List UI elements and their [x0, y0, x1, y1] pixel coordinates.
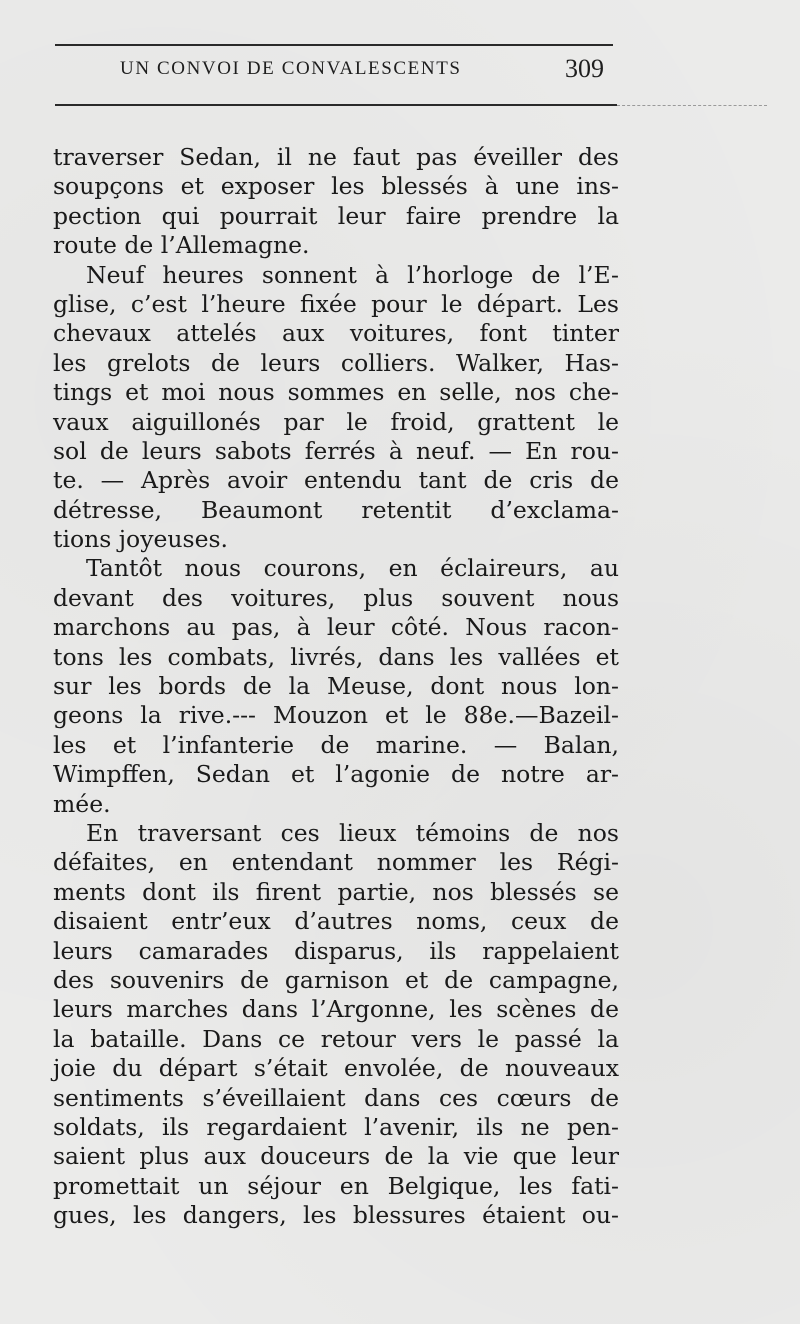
text-line: sur les bords de la Meuse, dont nous lon-: [53, 672, 619, 701]
text-line: tions joyeuses.: [53, 525, 229, 554]
text-line: les et l’infanterie de marine. — Balan,: [53, 730, 619, 759]
text-line: vaux aiguillonés par le froid, grattent le: [53, 407, 619, 436]
text-line: leurs marches dans l’Argonne, les scènes de: [53, 995, 619, 1024]
text-line: sentiments s’éveillaient dans ces cœurs de: [53, 1083, 619, 1112]
text-line: soupçons et exposer les blessés à une ins-: [53, 172, 619, 201]
text-line: joie du départ s’était envolée, de nouveaux: [53, 1054, 619, 1083]
text-line: Neuf heures sonnent à l’horloge de l’E-: [86, 260, 619, 289]
text-line: ments dont ils firent partie, nos blessés se: [53, 877, 619, 906]
text-line: gues, les dangers, les blessures étaient ou-: [53, 1201, 619, 1230]
text-line: traverser Sedan, il ne faut pas éveiller des: [53, 143, 619, 171]
page-number: 309: [565, 54, 604, 83]
text-line: Tantôt nous courons, en éclaireurs, au: [86, 554, 619, 583]
header-rule-top: [55, 44, 613, 46]
text-line: route de l’Allemagne.: [53, 231, 310, 260]
text-line: marchons au pas, à leur côté. Nous racon-: [53, 613, 619, 642]
text-line: sol de leurs sabots ferrés à neuf. — En rou-: [53, 436, 619, 465]
running-title: UN CONVOI DE CONVALESCENTS: [120, 58, 462, 79]
text-line: devant des voitures, plus souvent nous: [53, 583, 619, 612]
header-rule-faint: [617, 105, 767, 107]
text-line: mée.: [53, 789, 111, 818]
text-line: la bataille. Dans ce retour vers le passé la: [53, 1024, 619, 1053]
text-line: En traversant ces lieux témoins de nos: [86, 818, 619, 847]
text-line: disaient entr’eux d’autres noms, ceux de: [53, 907, 619, 936]
text-line: pection qui pourrait leur faire prendre la: [53, 201, 619, 230]
text-line: te. — Après avoir entendu tant de cris de: [53, 466, 619, 495]
text-line: défaites, en entendant nommer les Régi-: [53, 848, 619, 877]
text-line: geons la rive.--- Mouzon et le 88e.—Bazeil-: [53, 701, 619, 730]
text-line: promettait un séjour en Belgique, les fati-: [53, 1171, 619, 1200]
text-line: soldats, ils regardaient l’avenir, ils ne pen-: [53, 1112, 619, 1141]
text-line: saient plus aux douceurs de la vie que leur: [53, 1142, 619, 1171]
text-line: des souvenirs de garnison et de campagne,: [53, 965, 619, 994]
header-rule-bottom: [55, 104, 617, 106]
text-line: les grelots de leurs colliers. Walker, Has-: [53, 348, 619, 377]
body-text: [53, 143, 619, 1230]
text-line: glise, c’est l’heure fixée pour le départ. Les: [53, 289, 619, 318]
text-line: détresse, Beaumont retentit d’exclama-: [53, 495, 619, 524]
text-line: tings et moi nous sommes en selle, nos che-: [53, 378, 619, 407]
text-line: tons les combats, livrés, dans les vallées et: [53, 642, 619, 671]
text-line: chevaux attelés aux voitures, font tinter: [53, 319, 619, 348]
text-line: Wimpffen, Sedan et l’agonie de notre ar-: [53, 760, 619, 789]
text-line: leurs camarades disparus, ils rappelaient: [53, 936, 619, 965]
